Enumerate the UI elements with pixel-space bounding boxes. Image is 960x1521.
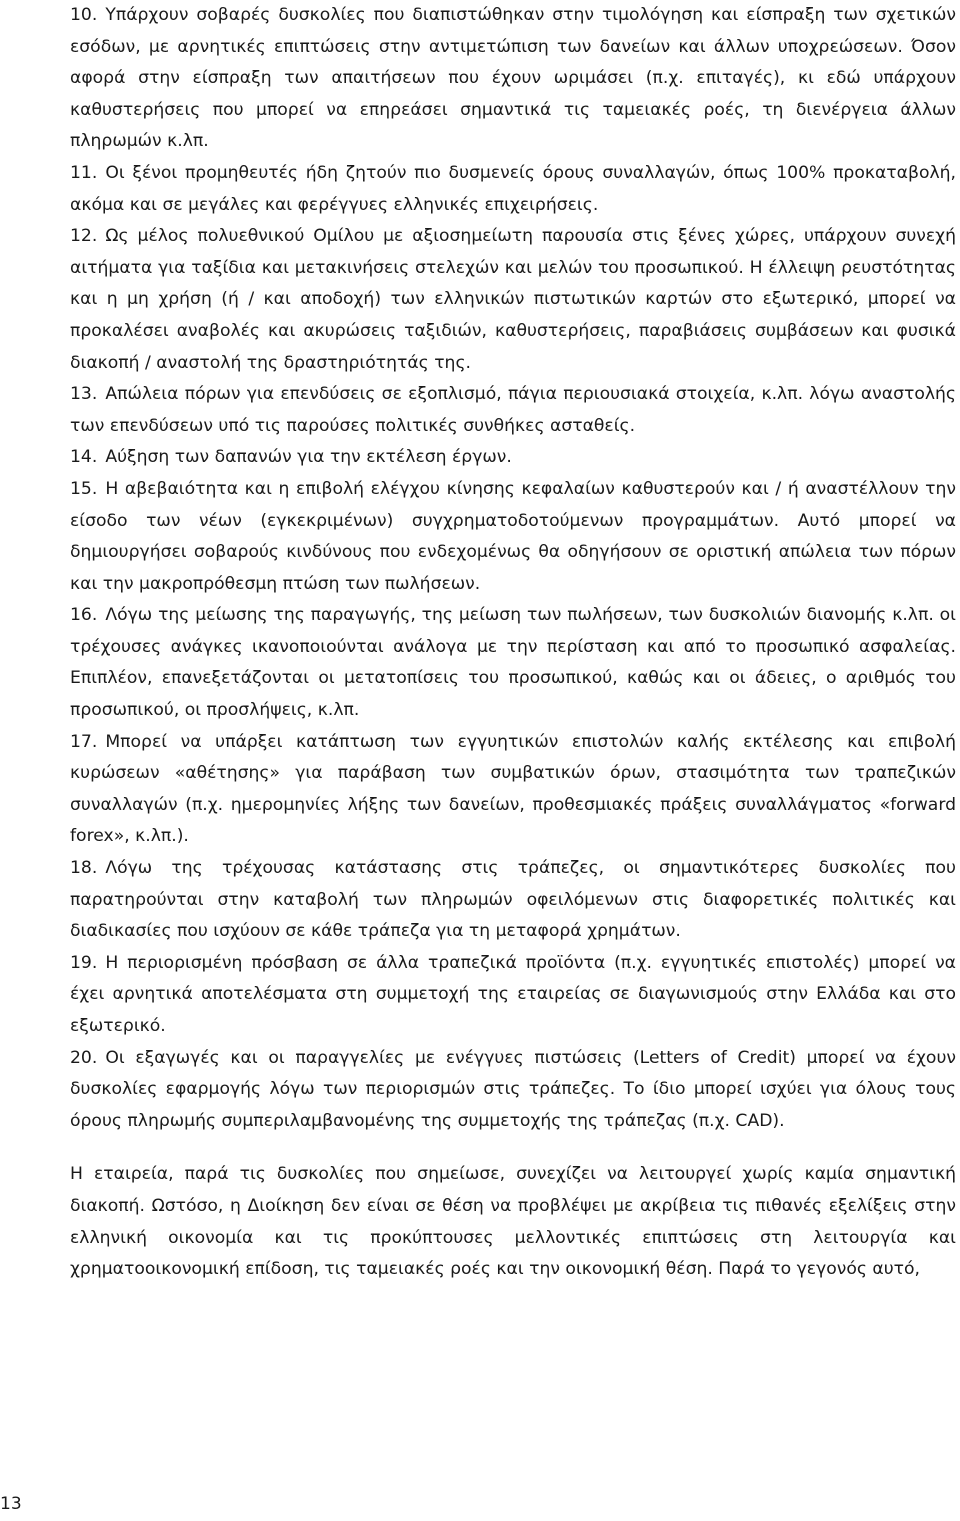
list-item xyxy=(70,0,956,158)
list-item xyxy=(70,853,956,948)
item-text: Η περιορισμένη πρόσβαση σε άλλα τραπεζικά προϊόντα (π.χ. εγγυητικές επιστολές) μπορεί να έχει αρνητικά αποτελέσματα στη συμμετοχή της εταιρείας σε διαγωνισμούς στην Ελλάδα και στο εξωτερικό. xyxy=(70,952,956,1036)
paragraph-gap xyxy=(70,1137,956,1159)
list-item xyxy=(70,474,956,600)
item-text: Οι εξαγωγές και οι παραγγελίες με ενέγγυες πιστώσεις (Letters of Credit) μπορεί να έχουν δυσκολίες εφαρμογής λόγω των περιορισμών στις τράπεζες. Το ίδιο μπορεί ισχύει για όλους τους όρους πληρωμής συμπεριλαμβανομένης της συμμετοχής της τράπεζας (π.χ. CAD). xyxy=(70,1047,956,1131)
item-text: Μπορεί να υπάρξει κατάπτωση των εγγυητικών επιστολών καλής εκτέλεσης και επιβολή κυρώσεων «αθέτησης» για παράβαση των συμβατικών όρων, στασιμότητα των τραπεζικών συναλλαγών (π.χ. ημερομηνίες λήξης των δανείων, προθεσμιακές πράξεις συναλλάγματος «forward forex», κ.λπ.). xyxy=(70,731,956,847)
item-number: 15. xyxy=(70,478,98,499)
list-item xyxy=(70,158,956,221)
item-number: 17. xyxy=(70,731,98,752)
item-text: Λόγω της τρέχουσας κατάστασης στις τράπεζες, οι σημαντικότερες δυσκολίες που παρατηρούνται στην καταβολή των πληρωμών οφειλόμενων στις διαφορετικές πολιτικές και διαδικασίες που ισχύουν σε κάθε τράπεζα για τη μεταφορά χρημάτων. xyxy=(70,858,956,942)
item-number: 19. xyxy=(70,952,98,973)
item-number: 20. xyxy=(70,1047,98,1068)
item-number: 12. xyxy=(70,226,98,247)
item-text: Υπάρχουν σοβαρές δυσκολίες που διαπιστώθηκαν στην τιμολόγηση και είσπραξη των σχετικών εσόδων, με αρνητικές επιπτώσεις στην αντιμετώπιση των δανείων και άλλων υποχρεώσεων. Όσον αφορά στην είσπραξη των απαιτήσεων που έχουν ωριμάσει (π.χ. επιταγές), κι εδώ υπάρχουν καθυστερήσεις που μπορεί να επηρεάσει σημαντικά τις ταμειακές ροές, τη διενέργεια άλλων πληρωμών κ.λπ. xyxy=(70,5,956,152)
list-item xyxy=(70,442,956,474)
item-text: Αύξηση των δαπανών για την εκτέλεση έργων. xyxy=(105,447,512,468)
item-number: 18. xyxy=(70,858,98,879)
item-text: Ως μέλος πολυεθνικού Ομίλου με αξιοσημείωτη παρουσία στις ξένες χώρες, υπάρχουν συνεχή αιτήματα για ταξίδια και μετακινήσεις στελεχών και μελών του προσωπικού. Η έλλειψη ρευστότητας και η μη χρήση (ή / και αποδοχή) των ελληνικών πιστωτικών καρτών στο εξωτερικό, μπορεί να προκαλέσει αναβολές και ακυρώσεις ταξιδιών, καθυστερήσεις, παραβιάσεις συμβάσεων και φυσικά διακοπή / αναστολή της δραστηριότητάς της. xyxy=(70,226,956,373)
item-number: 10. xyxy=(70,5,98,25)
item-number: 16. xyxy=(70,605,98,626)
item-text: Λόγω της μείωσης της παραγωγής, της μείωση των πωλήσεων, των δυσκολιών διανομής κ.λπ. οι τρέχουσες ανάγκες ικανοποιούνται ανάλογα με την περίσταση και από το προσωπικό ασφαλείας. Επιπλέον, επανεξετάζονται οι μετατοπίσεις του προσωπικού, καθώς και οι άδειες, ο αριθμός του προσωπικού, οι προσλήψεις, κ.λπ. xyxy=(70,605,956,721)
item-number: 14. xyxy=(70,447,98,468)
document-body xyxy=(70,0,956,1286)
list-item xyxy=(70,221,956,379)
item-text: Η αβεβαιότητα και η επιβολή ελέγχου κίνησης κεφαλαίων καθυστερούν και / ή αναστέλλουν την είσοδο των νέων (εγκεκριμένων) συγχρηματοδοτούμενων προγραμμάτων. Αυτό μπορεί να δημιουργήσει σοβαρούς κινδύνους που ενδεχομένως θα οδηγήσουν σε οριστική απώλεια των πόρων και την μακροπρόθεσμη πτώση των πωλήσεων. xyxy=(70,478,956,594)
list-item xyxy=(70,379,956,442)
list-item xyxy=(70,600,956,726)
item-text: Οι ξένοι προμηθευτές ήδη ζητούν πιο δυσμενείς όρους συναλλαγών, όπως 100% προκαταβολή, ακόμα και σε μεγάλες και φερέγγυες ελληνικές επιχειρήσεις. xyxy=(70,162,956,215)
item-number: 13. xyxy=(70,384,98,405)
page-number: 13 xyxy=(0,1494,22,1514)
item-text: Απώλεια πόρων για επενδύσεις σε εξοπλισμό, πάγια περιουσιακά στοιχεία, κ.λπ. λόγω αναστολής των επενδύσεων υπό τις παρούσες πολιτικές συνθήκες ασταθείς. xyxy=(70,384,956,436)
list-item xyxy=(70,1043,956,1138)
item-number: 11. xyxy=(70,162,98,183)
closing-paragraph: Η εταιρεία, παρά τις δυσκολίες που σημείωσε, συνεχίζει να λειτουργεί χωρίς καμία σημαντική διακοπή. Ωστόσο, η Διοίκηση δεν είναι σε θέση να προβλέψει με ακρίβεια τις πιθανές εξελίξεις στην ελληνική οικονομία και τις προκύπτουσες μελλοντικές επιπτώσεις στη λειτουργία και χρηματοοικονομική επίδοση, τις ταμειακές ροές και την οικονομική θέση. Παρά το γεγονός αυτό, xyxy=(70,1164,956,1280)
list-item xyxy=(70,948,956,1043)
list-item xyxy=(70,727,956,853)
